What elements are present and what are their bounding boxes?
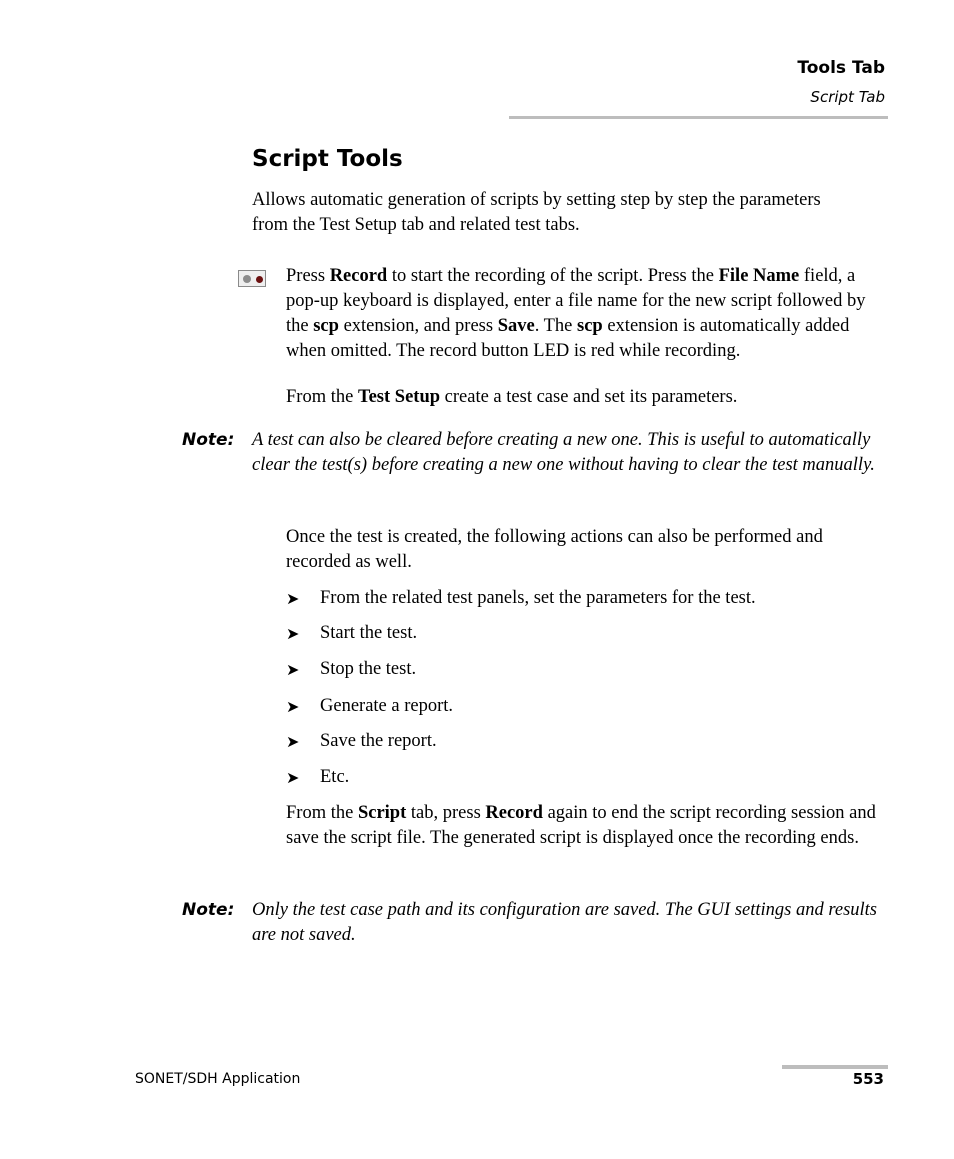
bullet-arrow-icon: ➤ bbox=[286, 662, 300, 679]
record-button-icon bbox=[238, 270, 266, 287]
actions-intro-paragraph: Once the test is created, the following actions can also be performed and recorded as well. bbox=[286, 527, 823, 572]
list-item: Save the report. bbox=[320, 731, 437, 751]
note-text: Only the test case path and its configuration are saved. The GUI settings and results are not saved. bbox=[252, 900, 877, 945]
running-header-title: Tools Tab bbox=[797, 58, 885, 78]
bullet-arrow-icon: ➤ bbox=[286, 734, 300, 751]
running-header-subtitle: Script Tab bbox=[810, 88, 885, 106]
list-item: From the related test panels, set the parameters for the test. bbox=[320, 588, 756, 608]
intro-paragraph: Allows automatic generation of scripts by setting step by step the parameters from the Test Setup tab and related test tabs. bbox=[252, 190, 821, 235]
note-label: Note: bbox=[182, 900, 235, 920]
note-label: Note: bbox=[182, 430, 235, 450]
led-on-icon bbox=[256, 276, 263, 283]
bullet-arrow-icon: ➤ bbox=[286, 626, 300, 643]
section-title: Script Tools bbox=[252, 146, 403, 172]
step-end-recording-paragraph: From the Script tab, press Record again to end the script recording session and save the script file. The generated script is displayed once the recording ends. bbox=[286, 803, 876, 848]
list-item: Start the test. bbox=[320, 623, 418, 643]
led-off-icon bbox=[243, 275, 251, 283]
bullet-arrow-icon: ➤ bbox=[286, 699, 300, 716]
list-item: Generate a report. bbox=[320, 696, 454, 716]
list-item: Stop the test. bbox=[320, 659, 417, 679]
footer-rule bbox=[782, 1065, 888, 1069]
footer-document-title: SONET/SDH Application bbox=[135, 1071, 301, 1087]
page-number: 553 bbox=[852, 1070, 884, 1088]
list-item: Etc. bbox=[320, 767, 350, 787]
header-rule bbox=[509, 116, 888, 119]
step-test-setup-paragraph: From the Test Setup create a test case and set its parameters. bbox=[286, 387, 738, 407]
bullet-arrow-icon: ➤ bbox=[286, 770, 300, 787]
bullet-arrow-icon: ➤ bbox=[286, 591, 300, 608]
step-record-paragraph: Press Record to start the recording of the script. Press the File Name field, a pop-up keyboard is displayed, enter a file name for the new script followed by the scp extension, and press Save. The scp extension is automatically added when omitted. The record button LED is red while recording. bbox=[286, 266, 866, 361]
note-text: A test can also be cleared before creating a new one. This is useful to automatically clear the test(s) before creating a new one without having to clear the test manually. bbox=[252, 430, 875, 475]
